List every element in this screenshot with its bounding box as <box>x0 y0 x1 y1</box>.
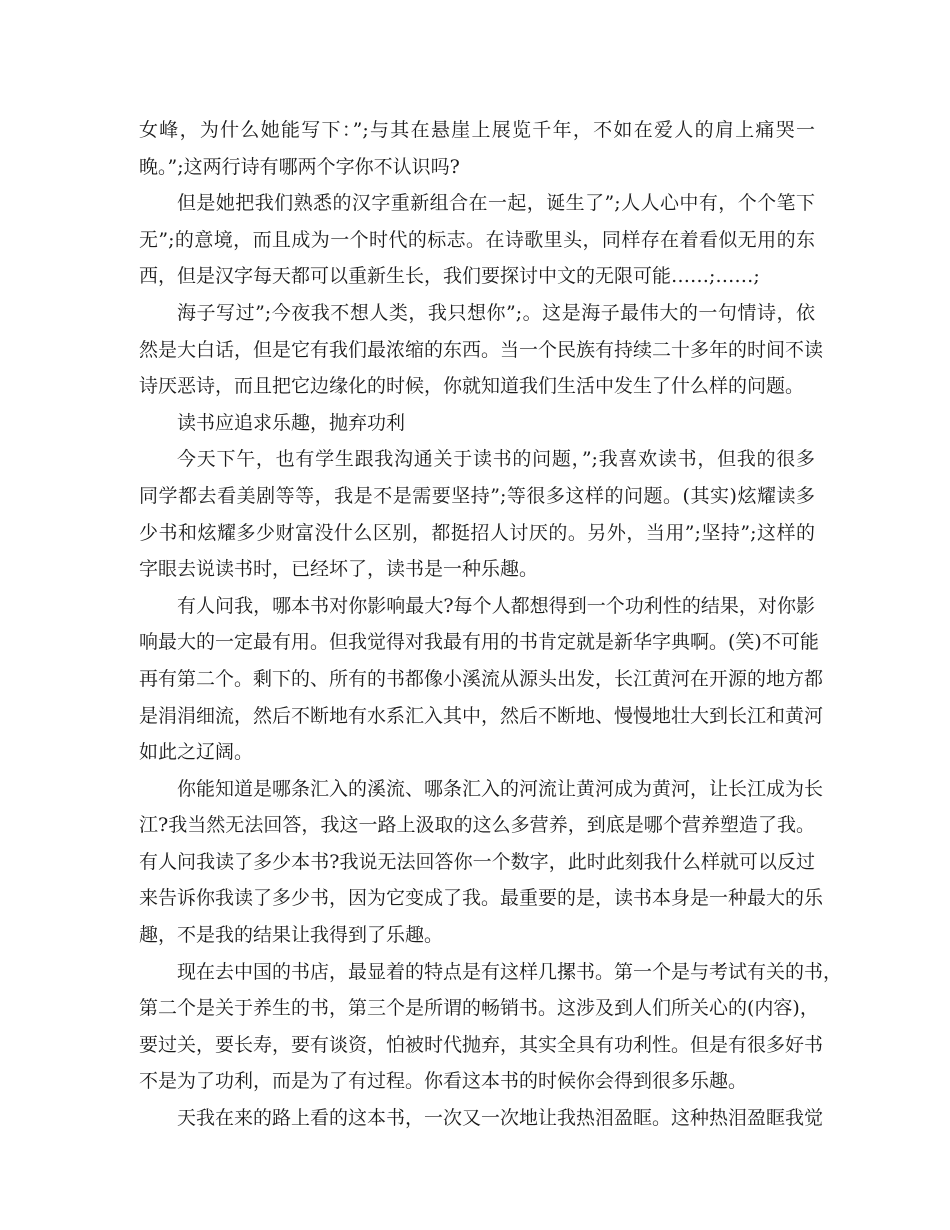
text-line: 响最大的一定最有用。但我觉得对我最有用的书肯定就是新华字典啊。(笑)不可能 <box>139 631 819 654</box>
text-line: 天我在来的路上看的这本书，一次又一次地让我热泪盈眶。这种热泪盈眶我觉 <box>177 1107 824 1130</box>
text-line: 少书和炫耀多少财富没什么区别，都挺招人讨厌的。另外，当用”;坚持”;这样的 <box>139 521 815 544</box>
text-line: 江?我当然无法回答，我这一路上汲取的这么多营养，到底是哪个营养塑造了我。 <box>139 814 815 837</box>
paragraph <box>139 954 843 1100</box>
text-line: 如此之辽阔。 <box>139 741 254 764</box>
text-line: 你能知道是哪条汇入的溪流、哪条汇入的河流让黄河成为黄河，让长江成为长 <box>177 777 824 800</box>
text-line: 第二个是关于养生的书，第三个是所谓的畅销书。这涉及到人们所关心的(内容)， <box>139 997 819 1020</box>
text-line: 女峰，为什么她能写下：”;与其在悬崖上展览千年，不如在爱人的肩上痛哭一 <box>139 119 815 141</box>
text-line: 晚。”;这两行诗有哪两个字你不认识吗? <box>139 155 460 178</box>
text-line: 字眼去说读书时，已经坏了，读书是一种乐趣。 <box>139 558 539 581</box>
paragraph <box>139 771 824 954</box>
text-line: 要过关，要长寿，要有谈资，怕被时代抛弃，其实全具有功利性。但是有很多好书 <box>139 1033 824 1056</box>
text-line: 然是大白话，但是它有我们最浓缩的东西。当一个民族有持续二十多年的时间不读 <box>139 338 824 361</box>
paragraph <box>139 185 815 295</box>
text-line: 现在去中国的书店，最显着的特点是有这样几摞书。第一个是与考试有关的书， <box>177 960 843 983</box>
text-line: 有人问我读了多少本书?我说无法回答你一个数字，此时此刻我什么样就可以反过 <box>139 850 815 873</box>
document-body <box>139 112 843 1137</box>
paragraph <box>139 1100 824 1137</box>
paragraph <box>139 112 815 185</box>
text-line: 今天下午，也有学生跟我沟通关于读书的问题，”;我喜欢读书，但我的很多 <box>177 448 815 471</box>
text-line: 读书应追求乐趣，抛弃功利 <box>177 411 406 434</box>
text-line: 海子写过”;今夜我不想人类，我只想你”;。这是海子最伟大的一句情诗，依 <box>177 301 815 324</box>
paragraph <box>139 405 815 442</box>
text-line: 有人问我，哪本书对你影响最大?每个人都想得到一个功利性的结果，对你影 <box>177 594 815 617</box>
text-line: 西，但是汉字每天都可以重新生长，我们要探讨中文的无限可能……;……; <box>139 265 760 288</box>
text-line: 不是为了功利，而是为了有过程。你看这本书的时候你会得到很多乐趣。 <box>139 1070 748 1093</box>
paragraph <box>139 295 824 405</box>
text-line: 趣，不是我的结果让我得到了乐趣。 <box>139 924 444 947</box>
text-line: 是涓涓细流，然后不断地有水系汇入其中，然后不断地、慢慢地壮大到长江和黄河 <box>139 704 824 727</box>
text-line: 来告诉你我读了多少书，因为它变成了我。最重要的是，读书本身是一种最大的乐 <box>139 887 824 910</box>
paragraph <box>139 588 824 771</box>
text-line: 同学都去看美剧等等，我是不是需要坚持”;等很多这样的问题。(其实)炫耀读多 <box>139 484 815 507</box>
text-line: 诗厌恶诗，而且把它边缘化的时候，你就知道我们生活中发生了什么样的问题。 <box>139 375 805 398</box>
paragraph <box>139 441 815 587</box>
text-line: 再有第二个。剩下的、所有的书都像小溪流从源头出发，长江黄河在开源的地方都 <box>139 667 824 690</box>
text-line: 但是她把我们熟悉的汉字重新组合在一起，诞生了”;人人心中有，个个笔下 <box>177 192 815 215</box>
text-line: 无”;的意境，而且成为一个时代的标志。在诗歌里头，同样存在着看似无用的东 <box>139 228 815 251</box>
